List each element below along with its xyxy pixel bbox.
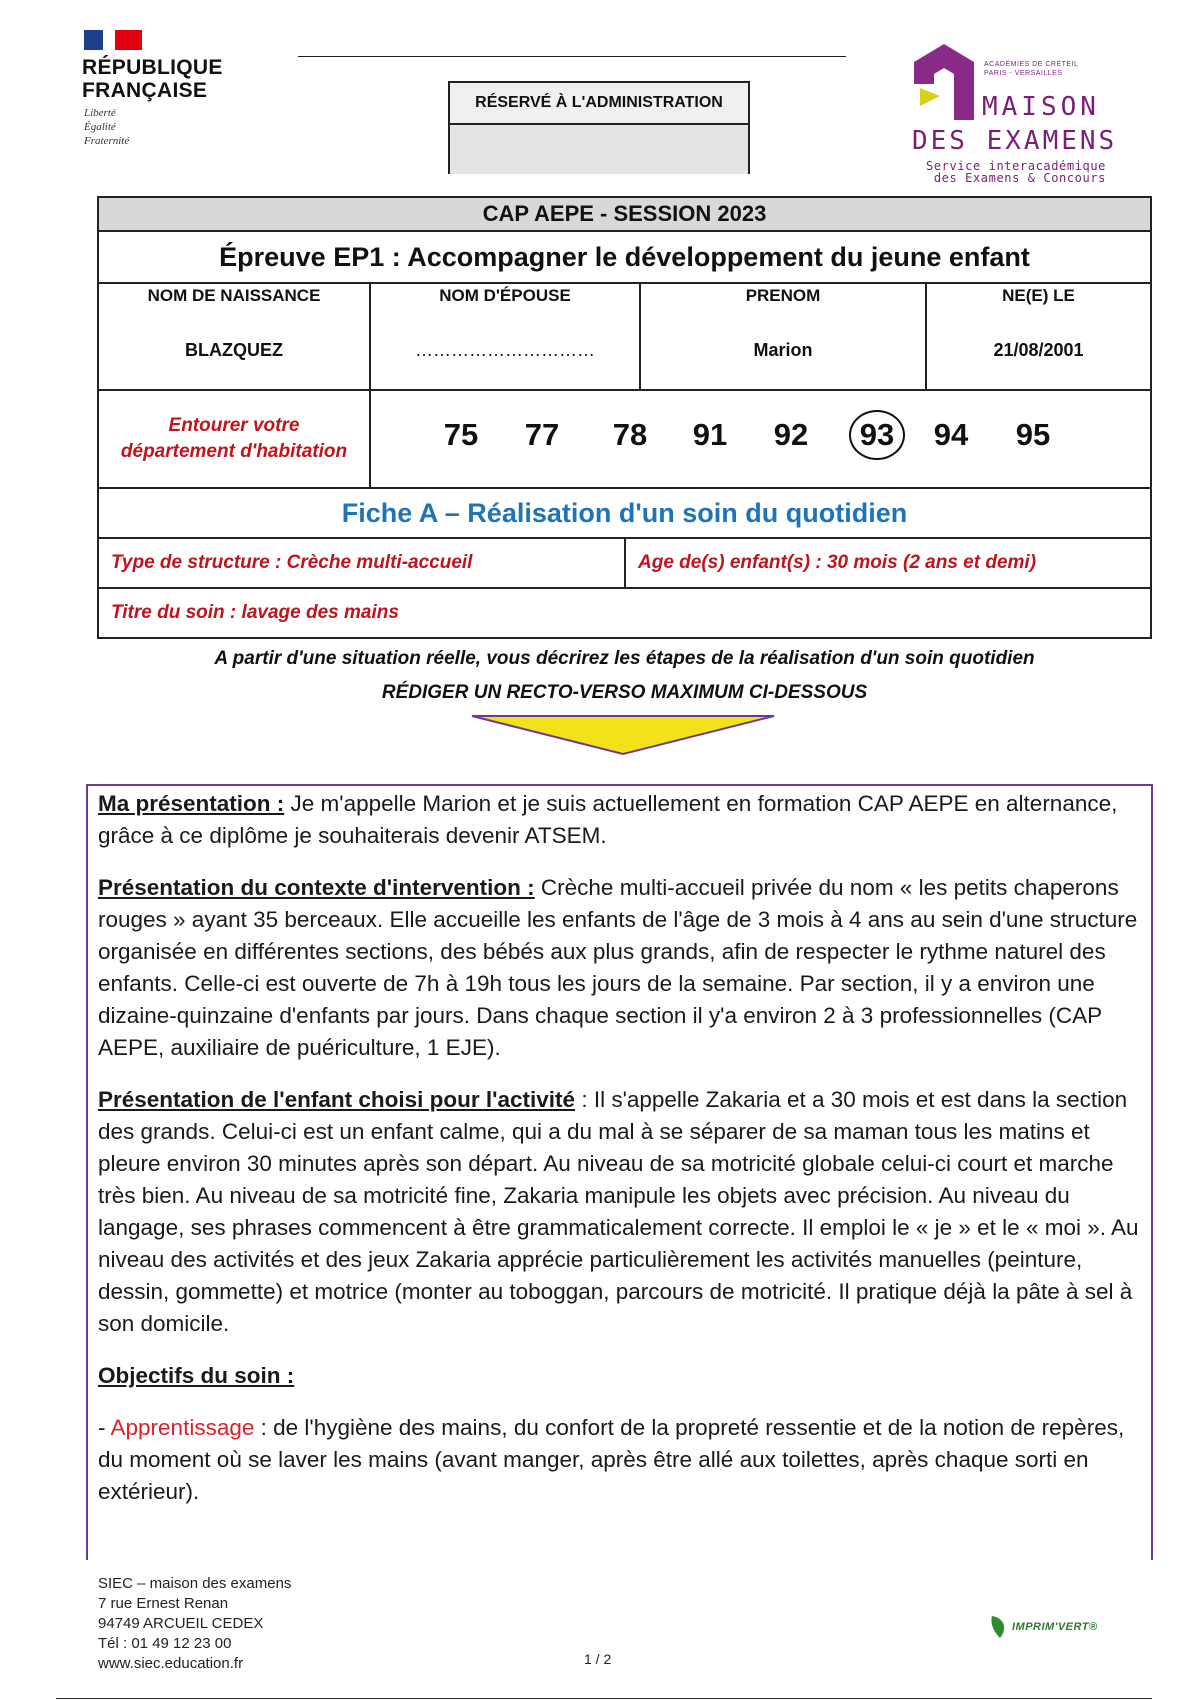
contexte-text: Crèche multi-accueil privée du nom « les petits chaperons rouges » ayant 35 berceaux. Elle accueille les enfants de l'âge de 3 mois à 4 ans au sein d'une structure organisée en différentes sections, des bébés aux plus grands, afin de respecter le rythme naturel des enfants. Celle-ci est ouverte de 7h à 19h tous les jours de la semaine. Par section, il y a environ une dizaine-quinzaine d'enfants par jours. Dans chaque section il y'a environ 2 à 3 professionnelles (CAP AEPE, auxiliaire de puériculture, 1 EJE). xyxy=(98,875,1138,1060)
objectif-apprentissage-paragraph xyxy=(98,1412,1141,1508)
nom-naissance-value: BLAZQUEZ xyxy=(185,340,283,360)
ne-le-cell xyxy=(927,284,1150,389)
enfant-paragraph xyxy=(98,1084,1141,1340)
prenom-value: Marion xyxy=(753,340,813,360)
structure-age-row xyxy=(99,539,1150,589)
motto-egalite: Égalité xyxy=(84,121,116,133)
department-label-line2: département d'habitation xyxy=(120,441,348,462)
structure-type: Type de structure : Crèche multi-accueil xyxy=(111,552,473,573)
logo-academies xyxy=(984,60,1078,78)
footer-divider xyxy=(56,1698,1152,1699)
children-age: Age de(s) enfant(s) : 30 mois (2 ans et demi) xyxy=(638,552,1037,573)
enfant-text: : Il s'appelle Zakaria et a 30 mois et est dans la section des grands. Celui-ci est un enfant calme, qui a du mal à se séparer de sa maman tous les matins et pleure environ 30 minutes après son départ. Au niveau de sa motricité globale celui-ci court et marche très bien. Au niveau de sa motricité fine, Zakaria manipule les objets avec précision. Au niveau du langage, ses phrases commencent à être grammaticalement correcte. Il emploi le « je » et le « moi ». Au niveau des activités et des jeux Zakaria apprécie particulièrement les activités manuelles (peinture, dessin, gommette) et motrice (monter au toboggan, parcours de motricité. Il pratique déjà la pâte à sel à son domicile. xyxy=(98,1087,1139,1336)
department-92[interactable]: 92 xyxy=(773,417,809,452)
ne-le-label: NE(E) LE xyxy=(1002,286,1075,305)
department-93-selected[interactable]: 93 xyxy=(849,410,905,460)
presentation-text: Je m'appelle Marion et je suis actuellement en formation CAP AEPE en alternance, grâce à ce diplôme je souhaiterais devenir ATSEM. xyxy=(98,791,1118,848)
objectif-dash: - xyxy=(98,1415,111,1440)
presentation-heading: Ma présentation : xyxy=(98,791,285,816)
header-divider xyxy=(298,56,846,57)
department-91[interactable]: 91 xyxy=(692,417,728,452)
down-arrow-icon xyxy=(470,714,776,756)
rf-title-line1: RÉPUBLIQUE xyxy=(82,56,223,79)
contexte-paragraph xyxy=(98,872,1141,1064)
department-label-line1: Entourer votre xyxy=(168,415,300,436)
admin-reserved-label: RÉSERVÉ À L'ADMINISTRATION xyxy=(450,83,748,125)
objectifs-paragraph xyxy=(98,1360,1141,1392)
candidate-info-table xyxy=(97,196,1152,639)
instruction-line2: RÉDIGER UN RECTO-VERSO MAXIMUM CI-DESSOUS xyxy=(381,682,868,703)
logo-service-line2: des Examens & Concours xyxy=(933,171,1106,185)
department-95[interactable]: 95 xyxy=(1015,417,1051,452)
department-label xyxy=(99,391,369,487)
footer-addr-line1: SIEC – maison des examens xyxy=(98,1575,292,1592)
admin-reserved-box xyxy=(448,81,750,174)
maison-des-examens-logo-icon xyxy=(914,44,974,120)
motto-liberte: Liberté xyxy=(84,107,116,119)
footer-address xyxy=(98,1574,291,1674)
session-title: CAP AEPE - SESSION 2023 xyxy=(99,198,1150,232)
logo-small-line1: ACADÉMIES DE CRÉTEIL xyxy=(984,61,1079,68)
nom-epouse-cell xyxy=(371,284,641,389)
imprim-vert-logo xyxy=(990,1614,1098,1640)
republique-francaise-title xyxy=(82,56,223,102)
fiche-title: Fiche A – Réalisation d'un soin du quotidien xyxy=(99,489,1150,539)
ne-le-value: 21/08/2001 xyxy=(993,340,1084,360)
epreuve-title: Épreuve EP1 : Accompagner le développement du jeune enfant xyxy=(99,232,1150,284)
logo-maison: MAISON xyxy=(982,92,1100,122)
department-94[interactable]: 94 xyxy=(933,417,969,452)
response-content-box xyxy=(86,784,1153,1560)
nom-naissance-label: NOM DE NAISSANCE xyxy=(147,286,321,305)
logo-des-examens: DES EXAMENS xyxy=(912,126,1118,156)
admin-reserved-field xyxy=(450,125,748,174)
nom-naissance-cell xyxy=(99,284,371,389)
prenom-label: PRENOM xyxy=(745,286,821,305)
structure-cell xyxy=(99,539,626,587)
department-row xyxy=(99,391,1150,489)
page-number: 1 / 2 xyxy=(584,1651,612,1667)
rf-motto xyxy=(84,106,129,148)
enfant-heading: Présentation de l'enfant choisi pour l'activité xyxy=(98,1087,576,1112)
department-options xyxy=(371,391,1150,487)
logo-service-line1: Service interacadémique xyxy=(926,159,1106,173)
presentation-paragraph xyxy=(98,788,1141,852)
titre-soin-row xyxy=(99,589,1150,637)
objectif-text: : de l'hygiène des mains, du confort de la propreté ressentie et de la notion de repères, du moment où se laver les mains (avant manger, après être allé aux toilettes, après chaque sorti en extérieur). xyxy=(98,1415,1125,1504)
logo-small-line2: PARIS - VERSAILLES xyxy=(984,70,1063,77)
footer-addr-line3: 94749 ARCUEIL CEDEX xyxy=(98,1615,264,1632)
imprim-vert-text: IMPRIM'VERT® xyxy=(1012,1621,1098,1633)
objectif-word: Apprentissage xyxy=(110,1415,255,1440)
prenom-cell xyxy=(641,284,927,389)
french-flag-logo xyxy=(84,30,142,50)
footer-addr-line4: Tél : 01 49 12 23 00 xyxy=(98,1635,232,1652)
age-cell xyxy=(626,539,1150,587)
department-label-cell xyxy=(99,391,371,487)
leaf-icon xyxy=(990,1614,1008,1640)
identity-row xyxy=(99,284,1150,391)
footer-addr-line2: 7 rue Ernest Renan xyxy=(98,1595,229,1612)
nom-epouse-label: NOM D'ÉPOUSE xyxy=(439,286,571,305)
motto-fraternite: Fraternité xyxy=(84,135,130,147)
rf-title-line2: FRANÇAISE xyxy=(82,79,208,102)
contexte-heading: Présentation du contexte d'intervention : xyxy=(98,875,535,900)
department-78[interactable]: 78 xyxy=(612,417,648,452)
instruction-line1: A partir d'une situation réelle, vous décrirez les étapes de la réalisation d'un soin quotidien xyxy=(214,648,1035,669)
department-75[interactable]: 75 xyxy=(443,417,479,452)
objectifs-heading: Objectifs du soin : xyxy=(98,1363,295,1388)
department-77[interactable]: 77 xyxy=(524,417,560,452)
titre-soin: Titre du soin : lavage des mains xyxy=(111,602,399,623)
logo-service xyxy=(900,160,1106,184)
footer-addr-line5: www.siec.education.fr xyxy=(98,1655,244,1672)
nom-epouse-value: ………………………… xyxy=(415,340,595,360)
